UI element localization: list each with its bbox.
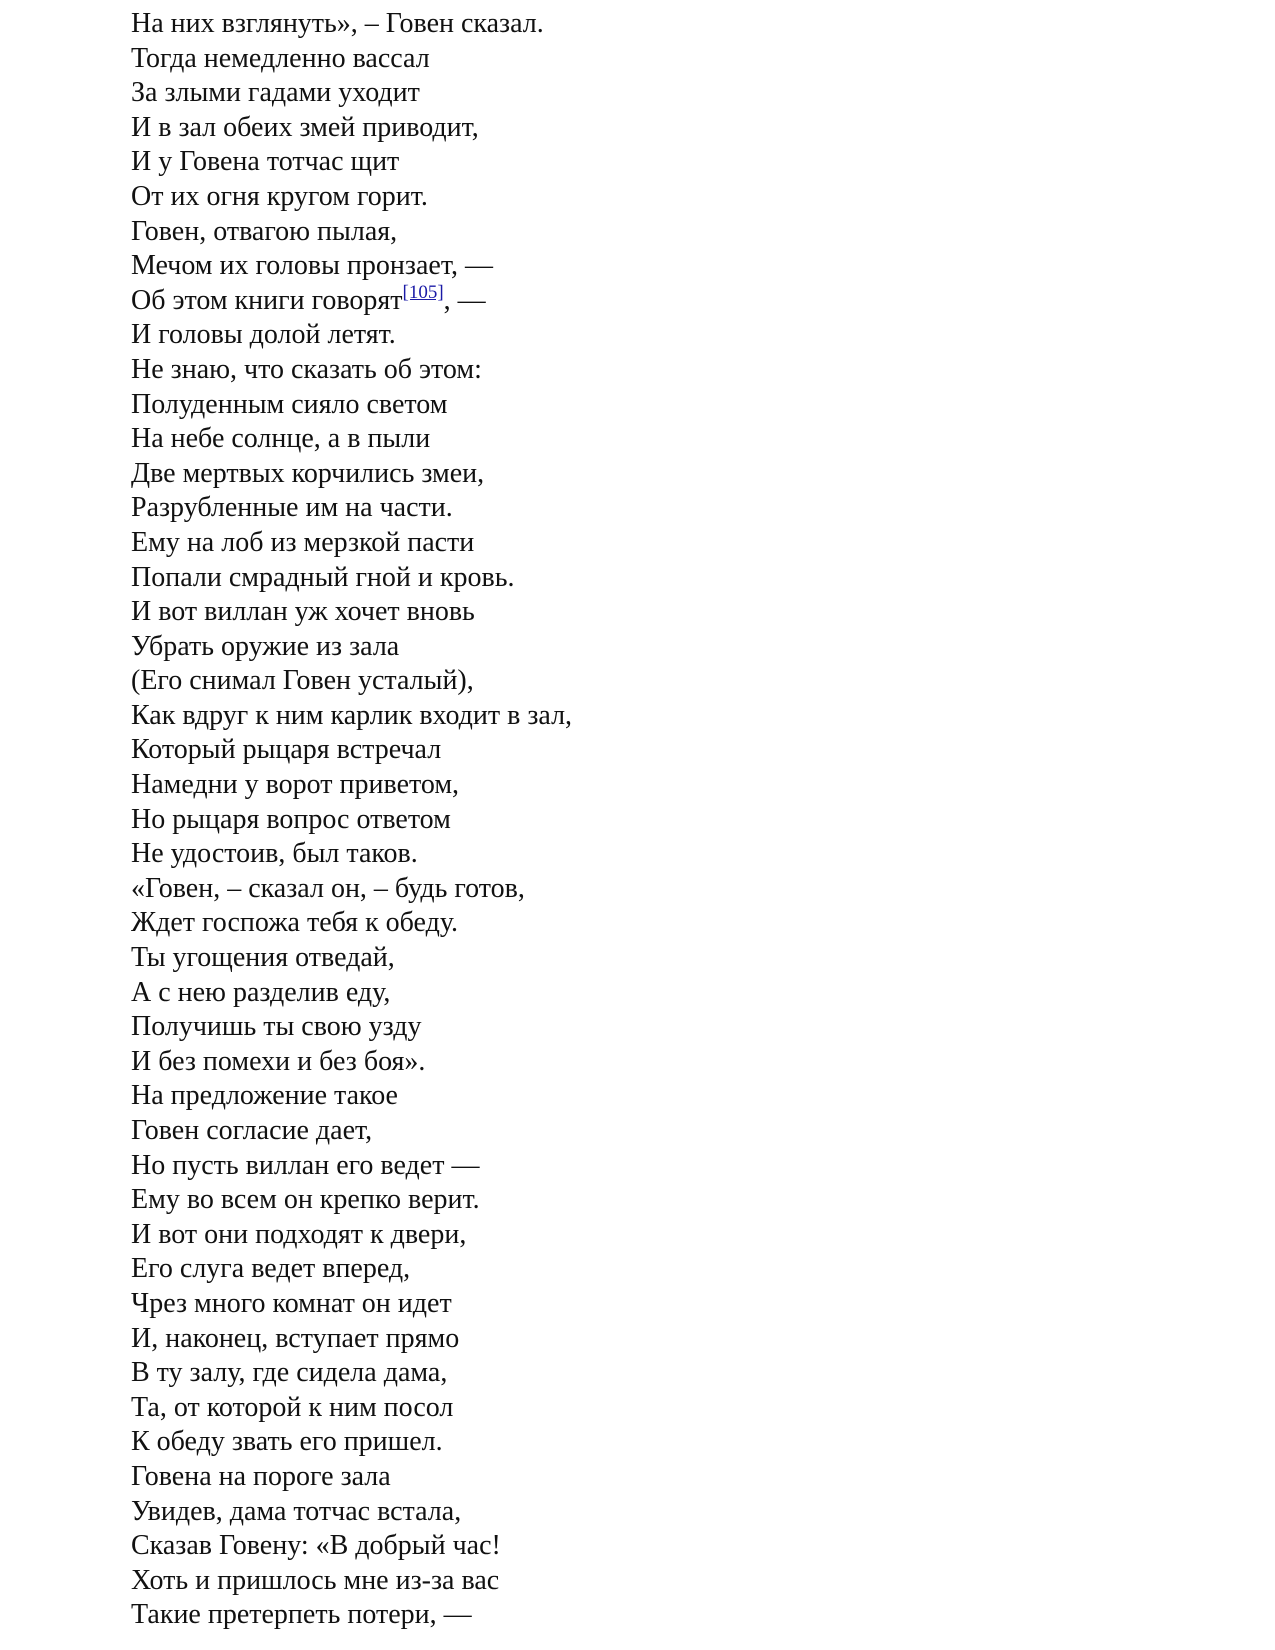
poem-line (131, 111, 572, 146)
poem-line-text: (Его снимал Говен усталый), (131, 665, 474, 697)
poem-line (131, 561, 572, 596)
poem-line (131, 353, 572, 388)
poem-line-text: И вот виллан уж хочет вновь (131, 596, 475, 628)
poem-line-text: Чрез много комнат он идет (131, 1287, 452, 1319)
poem-line (131, 733, 572, 768)
poem-line (131, 1010, 572, 1045)
poem-line (131, 906, 572, 941)
poem-line-text: А с нею разделив еду, (131, 976, 391, 1008)
poem-line-text: Получишь ты свою узду (131, 1011, 422, 1043)
poem-line-text: Полуденным сияло светом (131, 388, 448, 420)
poem-line-text: Но пусть виллан его ведет — (131, 1149, 480, 1181)
poem-line (131, 1425, 572, 1460)
poem-line-text: Ему на лоб из мерзкой пасти (131, 526, 475, 558)
poem-line (131, 145, 572, 180)
poem-line (131, 1114, 572, 1149)
poem-line-text: Не знаю, что сказать об этом: (131, 353, 482, 385)
poem-line (131, 1529, 572, 1564)
poem-line-text: Две мертвых корчились змеи, (131, 457, 485, 489)
poem-line-tail: , — (443, 284, 486, 316)
poem-line (131, 768, 572, 803)
poem-line (131, 595, 572, 630)
poem-line (131, 1252, 572, 1287)
poem-line-text: Убрать оружие из зала (131, 630, 400, 662)
poem-line (131, 630, 572, 665)
poem-text (131, 7, 572, 1633)
poem-line (131, 457, 572, 492)
poem-line (131, 1149, 572, 1184)
poem-line-text: И, наконец, вступает прямо (131, 1322, 460, 1354)
poem-line-text: К обеду звать его пришел. (131, 1426, 443, 1458)
poem-line (131, 1045, 572, 1080)
footnote-link[interactable]: [105] (402, 281, 444, 303)
poem-line (131, 76, 572, 111)
poem-line (131, 215, 572, 250)
poem-line-text: Не удостоив, был таков. (131, 838, 418, 870)
poem-line-text: Но рыцаря вопрос ответом (131, 803, 451, 835)
poem-line-text: Ждет госпожа тебя к обеду. (131, 907, 459, 939)
poem-line-text: Говен согласие дает, (131, 1115, 373, 1146)
poem-line (131, 872, 572, 907)
poem-line-text: Намедни у ворот приветом, (131, 769, 460, 801)
poem-line (131, 1564, 572, 1599)
poem-line (131, 491, 572, 526)
poem-line (131, 976, 572, 1011)
poem-line (131, 42, 572, 77)
poem-line-text: Говен, отвагою пылая, (131, 215, 398, 247)
poem-line-text: И без помехи и без боя». (131, 1045, 426, 1077)
poem-line (131, 664, 572, 699)
poem-line-text: Разрубленные им на части. (131, 492, 453, 524)
poem-line (131, 1218, 572, 1253)
poem-line-text: Хоть и пришлось мне из-за вас (131, 1564, 500, 1596)
poem-line-text: Об этом книги говорят (131, 284, 403, 316)
poem-line (131, 526, 572, 561)
poem-line-text: Мечом их головы пронзает, — (131, 250, 493, 282)
poem-line-text: От их огня кругом горит. (131, 180, 428, 212)
poem-line (131, 1079, 572, 1114)
poem-line-text: И в зал обеих змей приводит, (131, 111, 479, 143)
poem-line (131, 7, 572, 42)
poem-line-text: Ему во всем он крепко верит. (131, 1184, 480, 1216)
poem-line-text: За злыми гадами уходит (131, 77, 420, 109)
poem-line-text: Та, от которой к ним посол (131, 1391, 454, 1423)
poem-line (131, 1287, 572, 1322)
poem-line-text: Как вдруг к ним карлик входит в зал, (131, 699, 573, 731)
poem-line (131, 1391, 572, 1426)
poem-line-text: Увидев, дама тотчас встала, (131, 1495, 462, 1527)
poem-line-text: «Говен, – сказал он, – будь готов, (131, 872, 525, 904)
poem-line-text: Который рыцаря встречал (131, 734, 442, 766)
poem-line-text: Попали смрадный гной и кровь. (131, 561, 515, 593)
poem-line (131, 180, 572, 215)
poem-line-text: Говена на пороге зала (131, 1460, 391, 1492)
poem-line (131, 1460, 572, 1495)
poem-line-text: На них взглянуть», – Говен сказал. (131, 8, 544, 39)
poem-line (131, 803, 572, 838)
poem-line-text: Его слуга ведет вперед, (131, 1253, 411, 1285)
poem-line (131, 837, 572, 872)
poem-line (131, 1183, 572, 1218)
poem-line-text: На небе солнце, а в пыли (131, 423, 431, 455)
poem-line (131, 318, 572, 353)
poem-line-text: В ту залу, где сидела дама, (131, 1357, 448, 1389)
poem-line-text: На предложение такое (131, 1080, 398, 1112)
poem-line-text: И головы долой летят. (131, 319, 396, 351)
poem-line-text: Тогда немедленно вассал (131, 42, 430, 74)
poem-line (131, 388, 572, 423)
poem-line-text: Такие претерпеть потери, — (131, 1599, 472, 1631)
poem-line-text: Сказав Говену: «В добрый час! (131, 1530, 501, 1562)
poem-line (131, 1495, 572, 1530)
poem-line (131, 422, 572, 457)
poem-line (131, 699, 572, 734)
poem-line-text: Ты угощения отведай, (131, 942, 395, 974)
poem-line (131, 1322, 572, 1357)
poem-line (131, 1356, 572, 1391)
poem-line (131, 1598, 572, 1633)
poem-line (131, 249, 572, 284)
poem-line (131, 281, 572, 319)
poem-line-text: И у Говена тотчас щит (131, 146, 400, 178)
poem-line-text: И вот они подходят к двери, (131, 1218, 467, 1250)
poem-line (131, 941, 572, 976)
